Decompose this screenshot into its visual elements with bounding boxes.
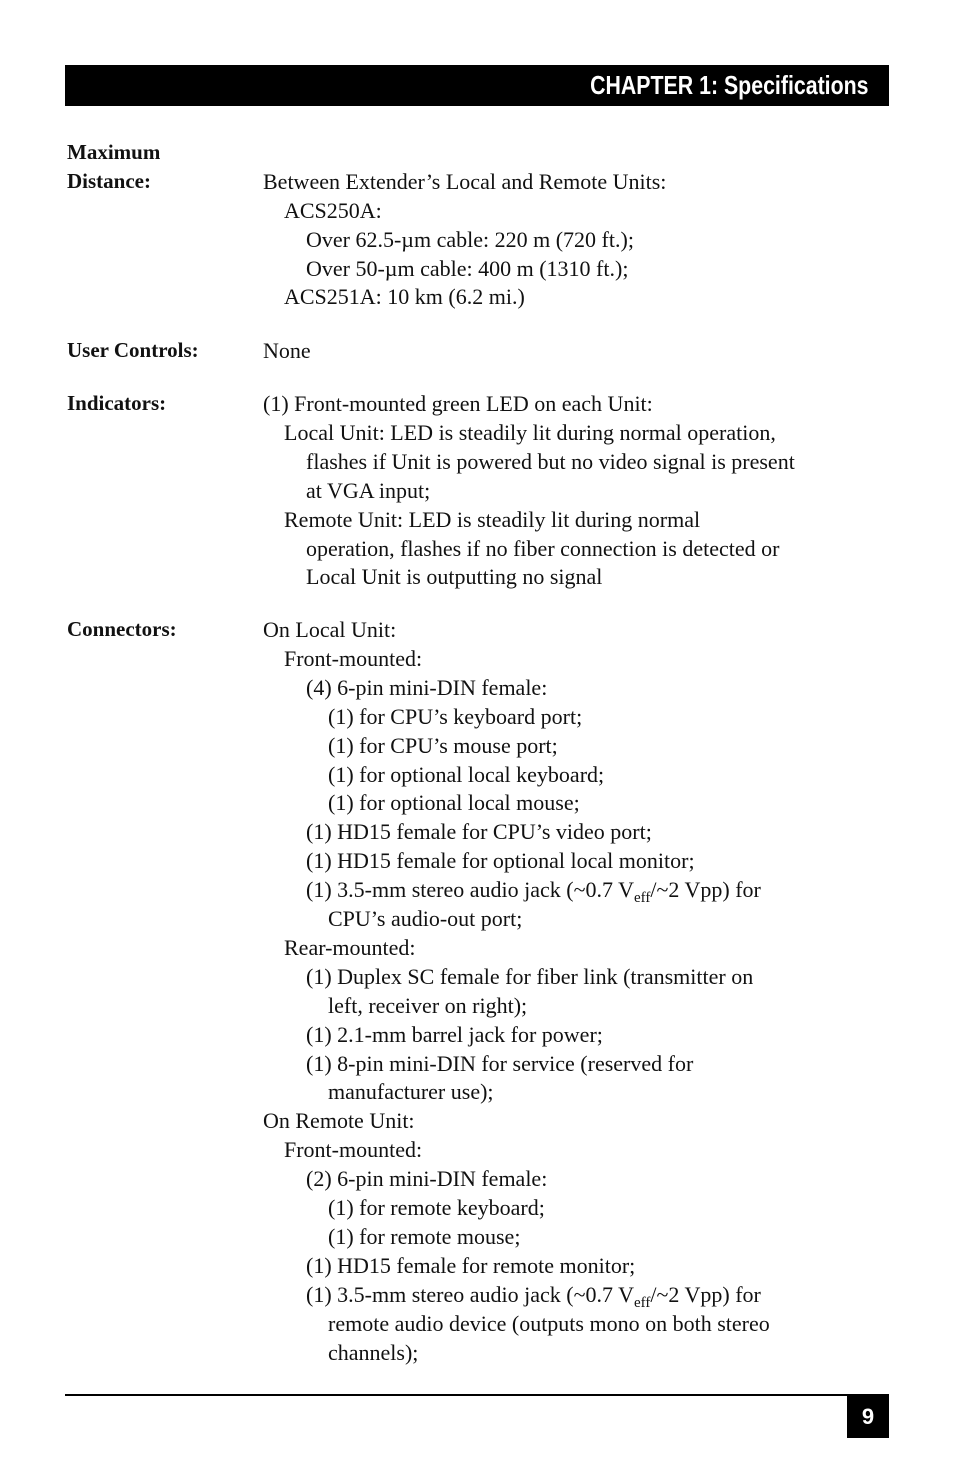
max-distance-line: Between Extender’s Local and Remote Units:: [263, 169, 667, 194]
max-distance-line: ACS250A:: [284, 198, 382, 223]
connectors-line: remote audio device (outputs mono on both stereo: [328, 1311, 770, 1336]
connectors-line: (1) for remote keyboard;: [328, 1195, 545, 1220]
connectors-line: (2) 6-pin mini-DIN female:: [306, 1166, 548, 1191]
connectors-line: Rear-mounted:: [284, 935, 416, 960]
chapter-header-bar: [65, 65, 889, 106]
max-distance-label-line1: Maximum: [67, 140, 161, 164]
audio-jack-suffix: /~2 Vpp) for: [650, 1282, 761, 1307]
local-audio-jack-line: [306, 875, 761, 904]
connectors-line: (1) for optional local keyboard;: [328, 762, 605, 787]
connectors-line: CPU’s audio-out port;: [328, 906, 523, 931]
audio-jack-prefix: (1) 3.5-mm stereo audio jack (~0.7 V: [306, 1282, 634, 1307]
connectors-line: (1) for optional local mouse;: [328, 790, 580, 815]
connectors-line: (1) HD15 female for remote monitor;: [306, 1253, 636, 1278]
indicators-line: flashes if Unit is powered but no video signal is present: [306, 449, 795, 474]
connectors-line: (1) 2.1-mm barrel jack for power;: [306, 1022, 603, 1047]
connectors-line: left, receiver on right);: [328, 993, 528, 1018]
user-controls-label: User Controls:: [67, 338, 199, 362]
connectors-line: On Local Unit:: [263, 617, 397, 642]
max-distance-line: ACS251A: 10 km (6.2 mi.): [284, 284, 525, 309]
connectors-line: (1) for CPU’s keyboard port;: [328, 704, 583, 729]
connectors-line: (1) HD15 female for CPU’s video port;: [306, 819, 652, 844]
user-controls-value: None: [263, 338, 311, 363]
connectors-line: Front-mounted:: [284, 646, 423, 671]
footer-rule: [65, 1394, 889, 1396]
audio-jack-subscript: eff: [633, 890, 651, 906]
max-distance-line: Over 50-µm cable: 400 m (1310 ft.);: [306, 256, 629, 281]
connectors-line: (1) 8-pin mini-DIN for service (reserved for: [306, 1051, 694, 1076]
connectors-line: (1) Duplex SC female for fiber link (transmitter on: [306, 964, 754, 989]
connectors-line: (1) for CPU’s mouse port;: [328, 733, 558, 758]
indicators-label: Indicators:: [67, 391, 167, 415]
connectors-line: Front-mounted:: [284, 1137, 423, 1162]
audio-jack-subscript: eff: [633, 1295, 651, 1311]
audio-jack-suffix: /~2 Vpp) for: [650, 877, 761, 902]
indicators-line: (1) Front-mounted green LED on each Unit:: [263, 391, 653, 416]
remote-audio-jack-line: [306, 1280, 761, 1309]
indicators-line: operation, flashes if no fiber connection is detected or: [306, 536, 780, 561]
audio-jack-prefix: (1) 3.5-mm stereo audio jack (~0.7 V: [306, 877, 634, 902]
connectors-line: manufacturer use);: [328, 1079, 494, 1104]
connectors-label: Connectors:: [67, 617, 177, 641]
max-distance-label-line2: Distance:: [67, 169, 151, 193]
page-number: 9: [861, 1404, 875, 1429]
connectors-line: (1) for remote mouse;: [328, 1224, 521, 1249]
connectors-line: (1) HD15 female for optional local monitor;: [306, 848, 695, 873]
page-number-box: [847, 1396, 889, 1438]
indicators-line: at VGA input;: [306, 478, 431, 503]
connectors-line: On Remote Unit:: [263, 1108, 415, 1133]
connectors-line: (4) 6-pin mini-DIN female:: [306, 675, 548, 700]
max-distance-line: Over 62.5-µm cable: 220 m (720 ft.);: [306, 227, 634, 252]
indicators-line: Remote Unit: LED is steadily lit during normal: [284, 507, 701, 532]
indicators-line: Local Unit: LED is steadily lit during normal operation,: [284, 420, 776, 445]
indicators-line: Local Unit is outputting no signal: [306, 564, 603, 589]
chapter-title: CHAPTER 1: Specifications: [590, 70, 869, 100]
connectors-line: channels);: [328, 1340, 419, 1365]
